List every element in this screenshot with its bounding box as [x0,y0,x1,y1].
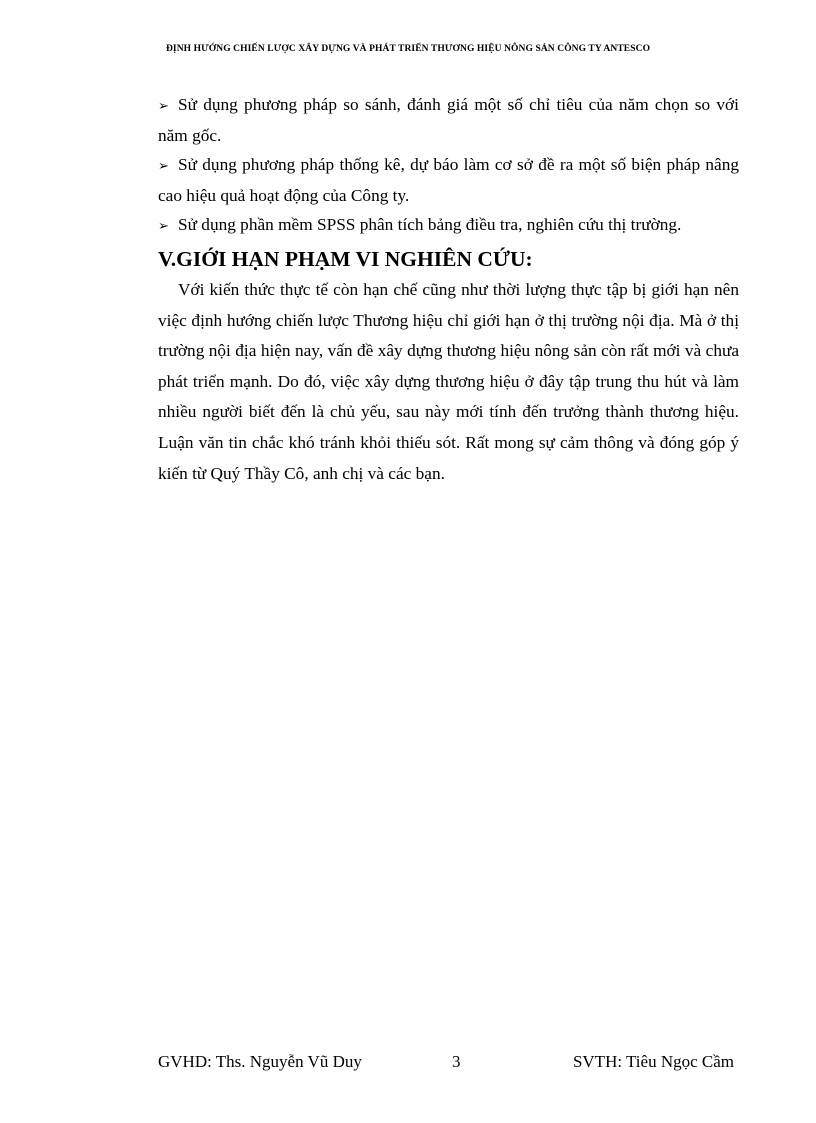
bullet-text: Sử dụng phần mềm SPSS phân tích bảng điều tra, nghiên cứu thị trường. [178,215,682,234]
footer-advisor: GVHD: Ths. Nguyễn Vũ Duy [158,1052,362,1071]
arrow-bullet-icon: ➢ [158,99,169,114]
bullet-text: Sử dụng phương pháp thống kê, dự báo làm cơ sở đề ra một số biện pháp nâng cao hiệu quả hoạt động của Công ty. [158,155,739,205]
running-header: ĐỊNH HƯỚNG CHIẾN LƯỢC XÂY DỰNG VÀ PHÁT TRIỂN THƯƠNG HIỆU NÔNG SẢN CÔNG TY ANTESCO [165,44,651,54]
section-paragraph: Với kiến thức thực tế còn hạn chế cũng như thời lượng thực tập bị giới hạn nên việc định hướng chiến lược Thương hiệu chỉ giới hạn ở thị trường nội địa. Mà ở thị trường nội địa hiện nay, vấn đề xây dựng thương hiệu nông sản còn rất mới và chưa phát triển mạnh. Do đó, việc xây dựng thương hiệu ở đây tập trung thu hút và làm nhiều người biết đến là chủ yếu, sau này mới tính đến trưởng thành thương hiệu. Luận văn tin chắc khó tránh khỏi thiếu sót. Rất mong sự cảm thông và đóng góp ý kiến từ Quý Thầy Cô, anh chị và các bạn. [158,280,739,483]
arrow-bullet-icon: ➢ [158,159,169,174]
bullet-item-comparison [158,90,739,150]
bullet-item-spss [158,210,739,241]
footer-page-number: 3 [452,1052,461,1071]
footer-student: SVTH: Tiêu Ngọc Cầm [572,1052,734,1071]
bullet-item-statistics [158,150,739,210]
page-content [158,90,739,489]
bullet-text: Sử dụng phương pháp so sánh, đánh giá một số chỉ tiêu của năm chọn so với năm gốc. [158,95,739,145]
section-heading: V.GIỚI HẠN PHẠM VI NGHIÊN CỨU: [158,247,533,271]
arrow-bullet-icon: ➢ [158,219,169,234]
page-footer [158,1052,734,1076]
